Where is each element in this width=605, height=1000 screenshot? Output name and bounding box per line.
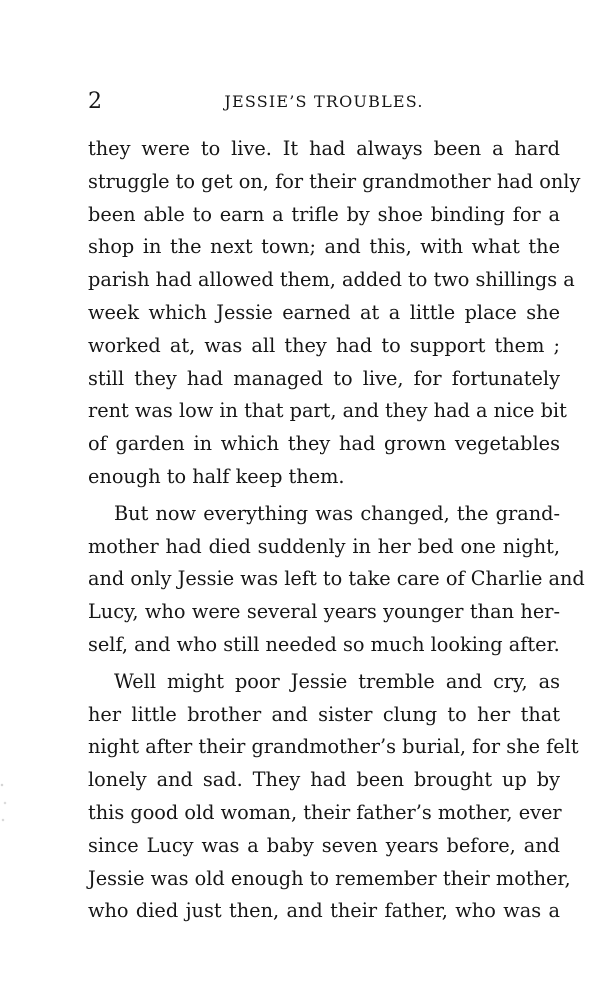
text-line: parish had allowed them, added to two shillings a	[88, 268, 575, 292]
text-line: worked at, was all they had to support them ;	[88, 333, 560, 357]
text-line: struggle to get on, for their grandmother had only	[88, 169, 581, 193]
text-line: week which Jessie earned at a little place she	[88, 300, 560, 324]
text-line: rent was low in that part, and they had a nice bit	[88, 399, 567, 423]
running-title: JESSIE’S TROUBLES.	[224, 92, 424, 111]
text-line: this good old woman, their father’s mother, ever	[88, 800, 562, 824]
page-number: 2	[88, 89, 102, 114]
text-line: enough to half keep them.	[88, 464, 345, 488]
text-line: self, and who still needed so much looking after.	[88, 632, 560, 656]
text-line: mother had died suddenly in her bed one night,	[88, 534, 560, 558]
text-line: Lucy, who were several years younger than her-	[88, 600, 560, 624]
text-line: been able to earn a trifle by shoe binding for a	[88, 202, 560, 226]
text-line: Jessie was old enough to remember their mother,	[88, 866, 571, 890]
text-line: of garden in which they had grown vegetables	[88, 432, 560, 456]
text-line: since Lucy was a baby seven years before, and	[88, 833, 560, 857]
text-line: lonely and sad. They had been brought up by	[88, 768, 560, 792]
text-line: they were to live. It had always been a hard	[88, 137, 560, 160]
text-line: and only Jessie was left to take care of Charlie and	[88, 567, 585, 591]
text-line: her little brother and sister clung to her that	[88, 702, 560, 726]
text-line: But now everything was changed, the grand-	[114, 501, 560, 525]
page-header	[88, 88, 560, 116]
text-line: night after their grandmother’s burial, for she felt	[88, 735, 579, 759]
text-line: who died just then, and their father, who was a	[88, 899, 560, 923]
body-text	[88, 133, 585, 928]
text-line: shop in the next town; and this, with what the	[88, 235, 560, 259]
text-line: still they had managed to live, for fortunately	[88, 366, 560, 390]
text-line: Well might poor Jessie tremble and cry, as	[114, 669, 560, 693]
page-edge-speckle	[0, 775, 10, 835]
